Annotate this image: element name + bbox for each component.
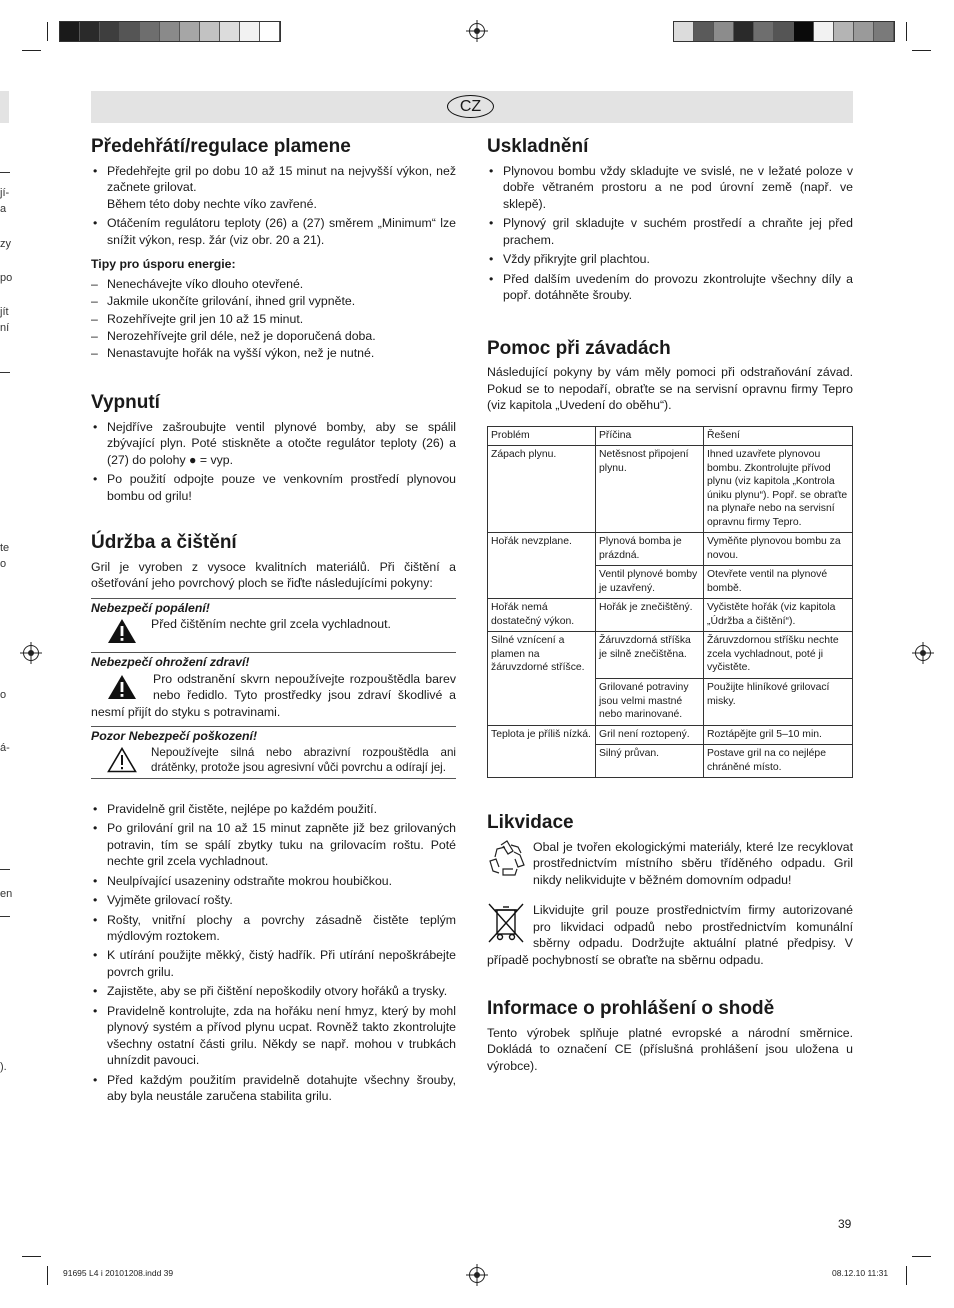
warning-text: Před čištěním nechte gril zcela vychladnout. [151, 617, 391, 632]
cause-cell: Silný průvan. [596, 745, 704, 778]
trouble-intro: Následující pokyny by vám měly pomoci při odstraňování závad. Pokud se to nepodaří, obraťte se na servisní opravnu firmy Tepro (viz kapitola „Uvedení do oběhu“). [487, 365, 853, 413]
warning-block [91, 726, 456, 776]
warning-title: Nebezpečí popálení! [91, 600, 210, 615]
list-item: – Nenechávejte víko dlouho otevřené. [91, 276, 456, 292]
list-item: – Rozehřívejte gril jen 10 až 15 minut. [91, 311, 456, 327]
section-heading-storage: Uskladnění [487, 136, 589, 157]
care-intro: Gril je vyroben z vysoce kvalitních materiálů. Při čištění a ošetřování jeho povrchový ploch se řiďte následujícími pokyny: [91, 559, 456, 591]
list-item: • Rošty, vnitřní plochy a povrchy zásadně čistěte teplým mýdlovým roztokem. [91, 912, 456, 945]
margin-fragment: ). [0, 1061, 7, 1073]
list-item: • Pravidelně kontrolujte, zda na hořáku není hmyz, který by mohl plynový systém a přívod plynu ucpat. Rovněž takto zkontrolujte všechny ostatní části grilu. Někdy se např. mohou v trubkách uhnízdit pavouci. [91, 1003, 456, 1069]
crop-mark [906, 1266, 907, 1285]
recycling-icon [487, 839, 527, 879]
crop-mark [22, 50, 41, 51]
margin-band [0, 91, 9, 123]
crop-mark [22, 1256, 41, 1257]
color-swatch [200, 22, 220, 41]
cause-cell: Žáruvzdorná stříška je silně znečištěna. [596, 632, 704, 679]
margin-fragment: ní [0, 322, 10, 334]
color-swatch [694, 22, 714, 41]
color-swatch [834, 22, 854, 41]
list-item: • Vyjměte grilovací rošty. [91, 892, 456, 908]
color-bar-left [59, 21, 281, 42]
color-swatch [100, 22, 120, 41]
table-row [488, 533, 853, 566]
problem-cell: Zápach plynu. [488, 446, 596, 533]
table-header-row [488, 426, 853, 446]
footer-date-time: 08.12.10 11:31 [832, 1268, 889, 1278]
solution-cell: Ihned uzavřete plynovou bombu. Zkontrolujte přívod plynu (viz kapitola „Kontrola úniku plynu“). Popř. se obraťte na plynaře nebo na servisní opravnu firmy Tepro. [704, 446, 853, 533]
warning-end-rule [91, 778, 456, 779]
solution-cell: Žáruvzdornou stříšku nechte zcela vychladnout, poté ji vyčistěte. [704, 632, 853, 679]
left-column [91, 136, 456, 1108]
problem-cell: Hořák nemá dostatečný výkon. [488, 599, 596, 632]
disposal-text-appliance: Likvidujte gril pouze prostřednictvím firmy autorizované pro likvidaci odpadů nebo prostřednictvím komunální sběrny odpadu. Dodržujte aktuální platné předpisy. V případě pochybností se obraťte na sběrnu odpadu. [487, 903, 853, 967]
color-swatch [260, 22, 280, 41]
crop-mark [906, 22, 907, 41]
disposal-appliance [487, 902, 853, 968]
footer-file-info: 91695 L4 i 20101208.indd 39 [63, 1268, 174, 1278]
list-item: – Jakmile ukončíte grilování, ihned gril vypněte. [91, 293, 456, 309]
registration-mark-icon [469, 1267, 485, 1283]
section-heading-preheat: Předehřátí/regulace plamene [91, 136, 351, 157]
list-item: • Otáčením regulátoru teploty (26) a (27) směrem „Minimum“ lze snížit výkon, resp. žár (viz obr. 20 a 21). [91, 215, 456, 248]
list-item [91, 163, 456, 212]
column-header: Problém [488, 426, 596, 446]
table-row [488, 725, 853, 745]
crossed-bin-icon [487, 902, 525, 944]
language-badge: CZ [447, 95, 494, 118]
disposal-text-packaging: Obal je tvořen ekologickými materiály, které lze recyklovat prostřednictvím místního sběru tříděného odpadu. Gril nikdy nelikvidujte v běžném domovním odpadu! [533, 839, 853, 887]
cause-cell: Ventil plynové bomby je uzavřený. [596, 566, 704, 599]
margin-fragment: te [0, 542, 10, 554]
tips-list [91, 276, 456, 362]
margin-fragment: po [0, 272, 13, 284]
margin-rule [0, 172, 10, 173]
disposal-packaging [487, 839, 853, 888]
crop-mark [912, 1256, 931, 1257]
color-swatch [240, 22, 260, 41]
color-swatch [80, 22, 100, 41]
color-swatch [160, 22, 180, 41]
color-swatch [60, 22, 80, 41]
list-item: • Před každým použitím pravidelně dotahujte všechny šrouby, aby byla neustále zaručena stabilita grilu. [91, 1072, 456, 1105]
column-header: Řešení [704, 426, 853, 446]
list-item: • Před dalším uvedením do provozu zkontrolujte všechny díly a popř. dotáhněte šrouby. [487, 271, 853, 304]
color-swatch [794, 22, 814, 41]
crop-mark [47, 1266, 48, 1285]
care-list [91, 801, 456, 1105]
column-header: Příčina [596, 426, 704, 446]
list-item: • K utírání použijte měkký, čistý hadřík. Při utírání nepoškrábejte povrch grilu. [91, 947, 456, 980]
color-swatch [754, 22, 774, 41]
list-item: • Vždy přikryjte gril plachtou. [487, 251, 853, 267]
solution-cell: Použijte hliníkové grilovací misky. [704, 679, 853, 726]
color-swatch [854, 22, 874, 41]
color-swatch [180, 22, 200, 41]
problem-cell: Silné vznícení a plamen na žáruvzdorné stříšce. [488, 632, 596, 725]
list-item: • Zajistěte, aby se při čištění nepoškodily otvory hořáků a trysky. [91, 983, 456, 999]
margin-fragment: zy [0, 238, 11, 250]
off-list [91, 419, 456, 504]
margin-fragment: jít [0, 306, 9, 318]
list-item: – Nenastavujte hořák na vyšší výkon, než je nutné. [91, 345, 456, 361]
margin-fragment: en [0, 888, 13, 900]
list-item: • Po grilování gril na 10 až 15 minut zapněte již bez grilovaných potravin, tím se spálí zbytky tuku na grilovacím roštu. Poté nechte gril zcela vychladnout. [91, 820, 456, 869]
warning-title: Nebezpečí ohrožení zdraví! [91, 655, 250, 670]
solution-cell: Vyčistěte hořák (viz kapitola „Údržba a čištění“). [704, 599, 853, 632]
color-bar-right [673, 21, 895, 42]
list-item: • Plynový gril skladujte v suchém prostředí a chraňte jej před prachem. [487, 215, 853, 248]
color-swatch [814, 22, 834, 41]
solution-cell: Otevřete ventil na plynové bombě. [704, 566, 853, 599]
list-item: – Nerozehřívejte gril déle, než je doporučená doba. [91, 328, 456, 344]
registration-mark-icon [469, 23, 485, 39]
list-item: • Po použití odpojte pouze ve venkovním prostředí plynovou bombu od grilu! [91, 471, 456, 504]
cause-cell: Hořák je znečištěný. [596, 599, 704, 632]
page-number: 39 [838, 1217, 852, 1231]
section-heading-conformity: Informace o prohlášení o shodě [487, 998, 775, 1020]
margin-rule [0, 916, 10, 917]
color-swatch [714, 22, 734, 41]
solution-cell: Postave gril na co nejlépe chráněné místo. [704, 745, 853, 778]
solution-cell: Vyměňte plynovou bombu za novou. [704, 533, 853, 566]
warning-outline-icon [107, 747, 137, 773]
warning-title: Pozor Nebezpečí poškození! [91, 729, 258, 744]
color-swatch [874, 22, 894, 41]
registration-mark-icon [915, 645, 931, 661]
table-row [488, 446, 853, 533]
color-swatch [220, 22, 240, 41]
warning-body [91, 671, 456, 720]
problem-cell: Hořák nevzplane. [488, 533, 596, 599]
cause-cell: Netěsnost připojení plynu. [596, 446, 704, 533]
preheat-list [91, 163, 456, 248]
warning-text: Nepoužívejte silná nebo abrazivní rozpouštědla ani drátěnky, protože jsou agresivní vůči povrchu a odírají jej. [151, 745, 456, 775]
margin-rule [0, 372, 10, 373]
cause-cell: Plynová bomba je prázdná. [596, 533, 704, 566]
table-row [488, 632, 853, 679]
cause-cell: Gril není roztopený. [596, 725, 704, 745]
crop-mark [912, 50, 931, 51]
storage-list [487, 163, 853, 304]
section-heading-trouble: Pomoc při závadách [487, 337, 671, 359]
list-item-note: Během této doby nechte víko zavřené. [107, 196, 317, 211]
warning-block [91, 652, 456, 720]
warning-body [91, 745, 456, 776]
list-item: • Nejdříve zašroubujte ventil plynové bomby, aby se spálil zbývající plyn. Poté stiskněte a otočte regulátor teploty (26) a (27) do polohy ● = vyp. [91, 419, 456, 468]
solution-cell: Roztápějte gril 5–10 min. [704, 725, 853, 745]
section-heading-care: Údržba a čištění [91, 532, 237, 554]
list-item: • Neulpívající usazeniny odstraňte mokrou houbičkou. [91, 873, 456, 889]
margin-rule [0, 869, 10, 870]
color-swatch [120, 22, 140, 41]
margin-fragment: o [0, 689, 7, 701]
margin-fragment: o [0, 558, 7, 570]
color-swatch [734, 22, 754, 41]
section-heading-disposal: Likvidace [487, 812, 574, 834]
color-swatch [140, 22, 160, 41]
warning-filled-icon [107, 618, 137, 644]
list-item: • Pravidelně gril čistěte, nejlépe po každém použití. [91, 801, 456, 817]
conformity-text: Tento výrobek splňuje platné evropské a národní směrnice. Dokládá to označení CE (příslušná prohlášení jsou uložena u výrobce). [487, 1025, 853, 1073]
margin-fragment: á- [0, 742, 10, 754]
warning-body [91, 616, 456, 646]
margin-fragment: jí- [0, 187, 10, 199]
color-swatch [774, 22, 794, 41]
margin-fragment: a [0, 203, 7, 215]
list-item-text: Předehřejte gril po dobu 10 až 15 minut na nejvyšší výkon, než začnete grilovat. [107, 163, 456, 195]
cause-cell: Grilované potraviny jsou velmi mastné nebo marinované. [596, 679, 704, 726]
warning-text: Pro odstranění skvrn nepoužívejte rozpouštědla barev nebo ředidlo. Tyto prostředky jsou zdraví škodlivé a nesmí přijít do styku s potravinami. [91, 671, 456, 719]
troubleshooting-table [487, 426, 853, 778]
registration-mark-icon [23, 645, 39, 661]
table-row [488, 599, 853, 632]
section-heading-off: Vypnutí [91, 391, 160, 413]
color-swatch [674, 22, 694, 41]
right-column [487, 136, 853, 1078]
warning-filled-icon [107, 674, 137, 700]
warning-block [91, 598, 456, 646]
problem-cell: Teplota je příliš nízká. [488, 725, 596, 778]
tips-heading: Tipy pro úsporu energie: [91, 257, 236, 272]
list-item: • Plynovou bombu vždy skladujte ve svislé, ne v ležaté poloze v dobře větraném prostoru a ne pod úrovní země (např. ve sklepě). [487, 163, 853, 212]
crop-mark [47, 22, 48, 41]
